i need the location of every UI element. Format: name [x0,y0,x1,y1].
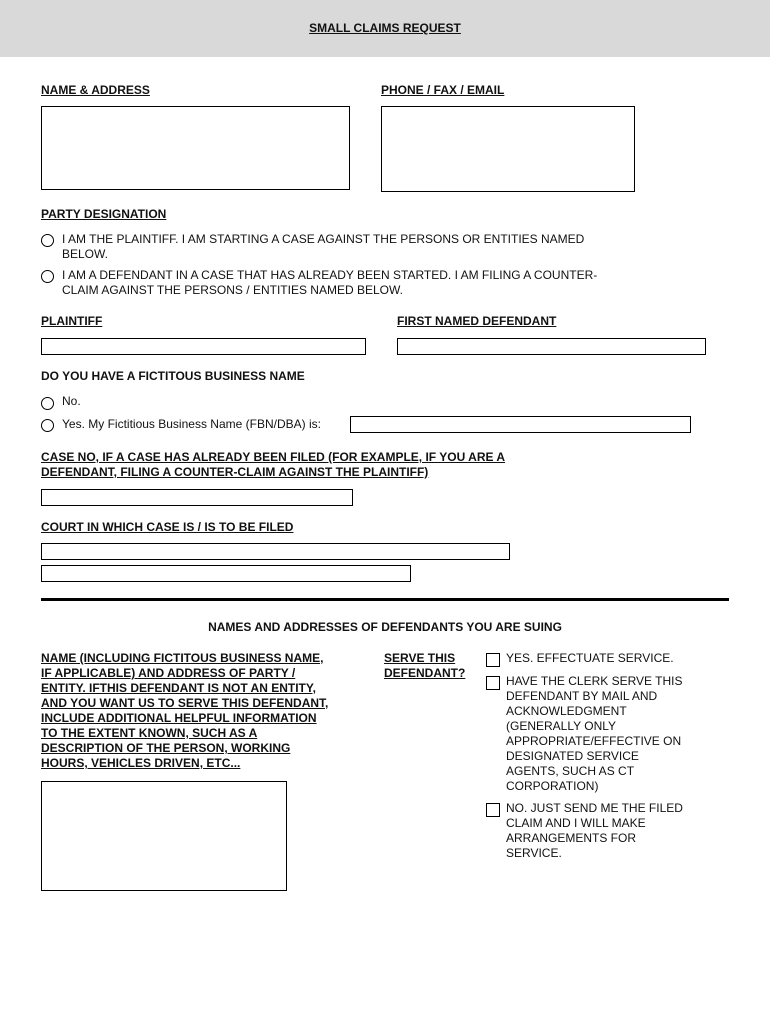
serve-no-checkbox[interactable] [486,803,500,817]
phone-fax-email-label: PHONE / FAX / EMAIL [381,83,505,97]
serve-mail-checkbox[interactable] [486,676,500,690]
serve-yes-checkbox[interactable] [486,653,500,667]
fbn-yes-text: Yes. My Fictitious Business Name (FBN/DBA) is: [62,417,321,431]
court-field-line1[interactable] [41,543,510,560]
name-address-label: NAME & ADDRESS [41,83,150,97]
section-divider [41,598,729,601]
defendant-name-label: NAME (INCLUDING FICTITOUS BUSINESS NAME, IF APPLICABLE) AND ADDRESS OF PARTY / ENTITY. IFTHIS DEFENDANT IS NOT AN ENTITY, AND YOU WANT US TO SERVE THIS DEFENDANT, INCLUDE ADDITIONAL HELPFUL INFORMATION TO THE EXTENT KNOWN, SUCH AS A DESCRIPTION OF THE PERSON, WORKING HOURS, VEHICLES DRIVEN, ETC... [41,651,329,770]
court-label: COURT IN WHICH CASE IS / IS TO BE FILED [41,520,294,534]
form-title: SMALL CLAIMS REQUEST [309,21,461,35]
fbn-no-text: No. [62,394,81,408]
defendant-name-field[interactable] [41,781,287,891]
serve-no-text: NO. JUST SEND ME THE FILED CLAIM AND I WILL MAKE ARRANGEMENTS FOR SERVICE. [506,801,683,860]
serve-yes-text: YES. EFFECTUATE SERVICE. [506,651,674,665]
fbn-field[interactable] [350,416,691,433]
name-address-field[interactable] [41,106,350,190]
defendant-option-text: I AM A DEFENDANT IN A CASE THAT HAS ALREADY BEEN STARTED. I AM FILING A COUNTER-CLAIM AGAINST THE PERSONS / ENTITIES NAMED BELOW. [62,268,598,297]
defendants-section-title: NAMES AND ADDRESSES OF DEFENDANTS YOU ARE SUING [208,620,562,634]
party-designation-label: PARTY DESIGNATION [41,207,167,221]
plaintiff-radio[interactable] [41,234,54,247]
plaintiff-field[interactable] [41,338,366,355]
first-named-defendant-field[interactable] [397,338,706,355]
case-no-field[interactable] [41,489,353,506]
phone-fax-email-field[interactable] [381,106,635,192]
fbn-yes-radio[interactable] [41,419,54,432]
plaintiff-option-text: I AM THE PLAINTIFF. I AM STARTING A CASE AGAINST THE PERSONS OR ENTITIES NAMED BELOW. [62,232,585,261]
court-field-line2[interactable] [41,565,411,582]
first-named-defendant-label: FIRST NAMED DEFENDANT [397,314,557,328]
fictitious-business-label: DO YOU HAVE A FICTITOUS BUSINESS NAME [41,369,305,383]
plaintiff-label: PLAINTIFF [41,314,103,328]
defendant-radio[interactable] [41,270,54,283]
case-no-label: CASE NO, IF A CASE HAS ALREADY BEEN FILED (FOR EXAMPLE, IF YOU ARE A DEFENDANT, FILING A COUNTER-CLAIM AGAINST THE PLAINTIFF) [41,450,506,479]
serve-defendant-label: SERVE THIS DEFENDANT? [384,651,466,680]
fbn-no-radio[interactable] [41,397,54,410]
serve-mail-text: HAVE THE CLERK SERVE THIS DEFENDANT BY MAIL AND ACKNOWLEDGMENT (GENERALLY ONLY APPROPRIATE/EFFECTIVE ON DESIGNATED SERVICE AGENTS, SUCH AS CT CORPORATION) [506,674,683,793]
